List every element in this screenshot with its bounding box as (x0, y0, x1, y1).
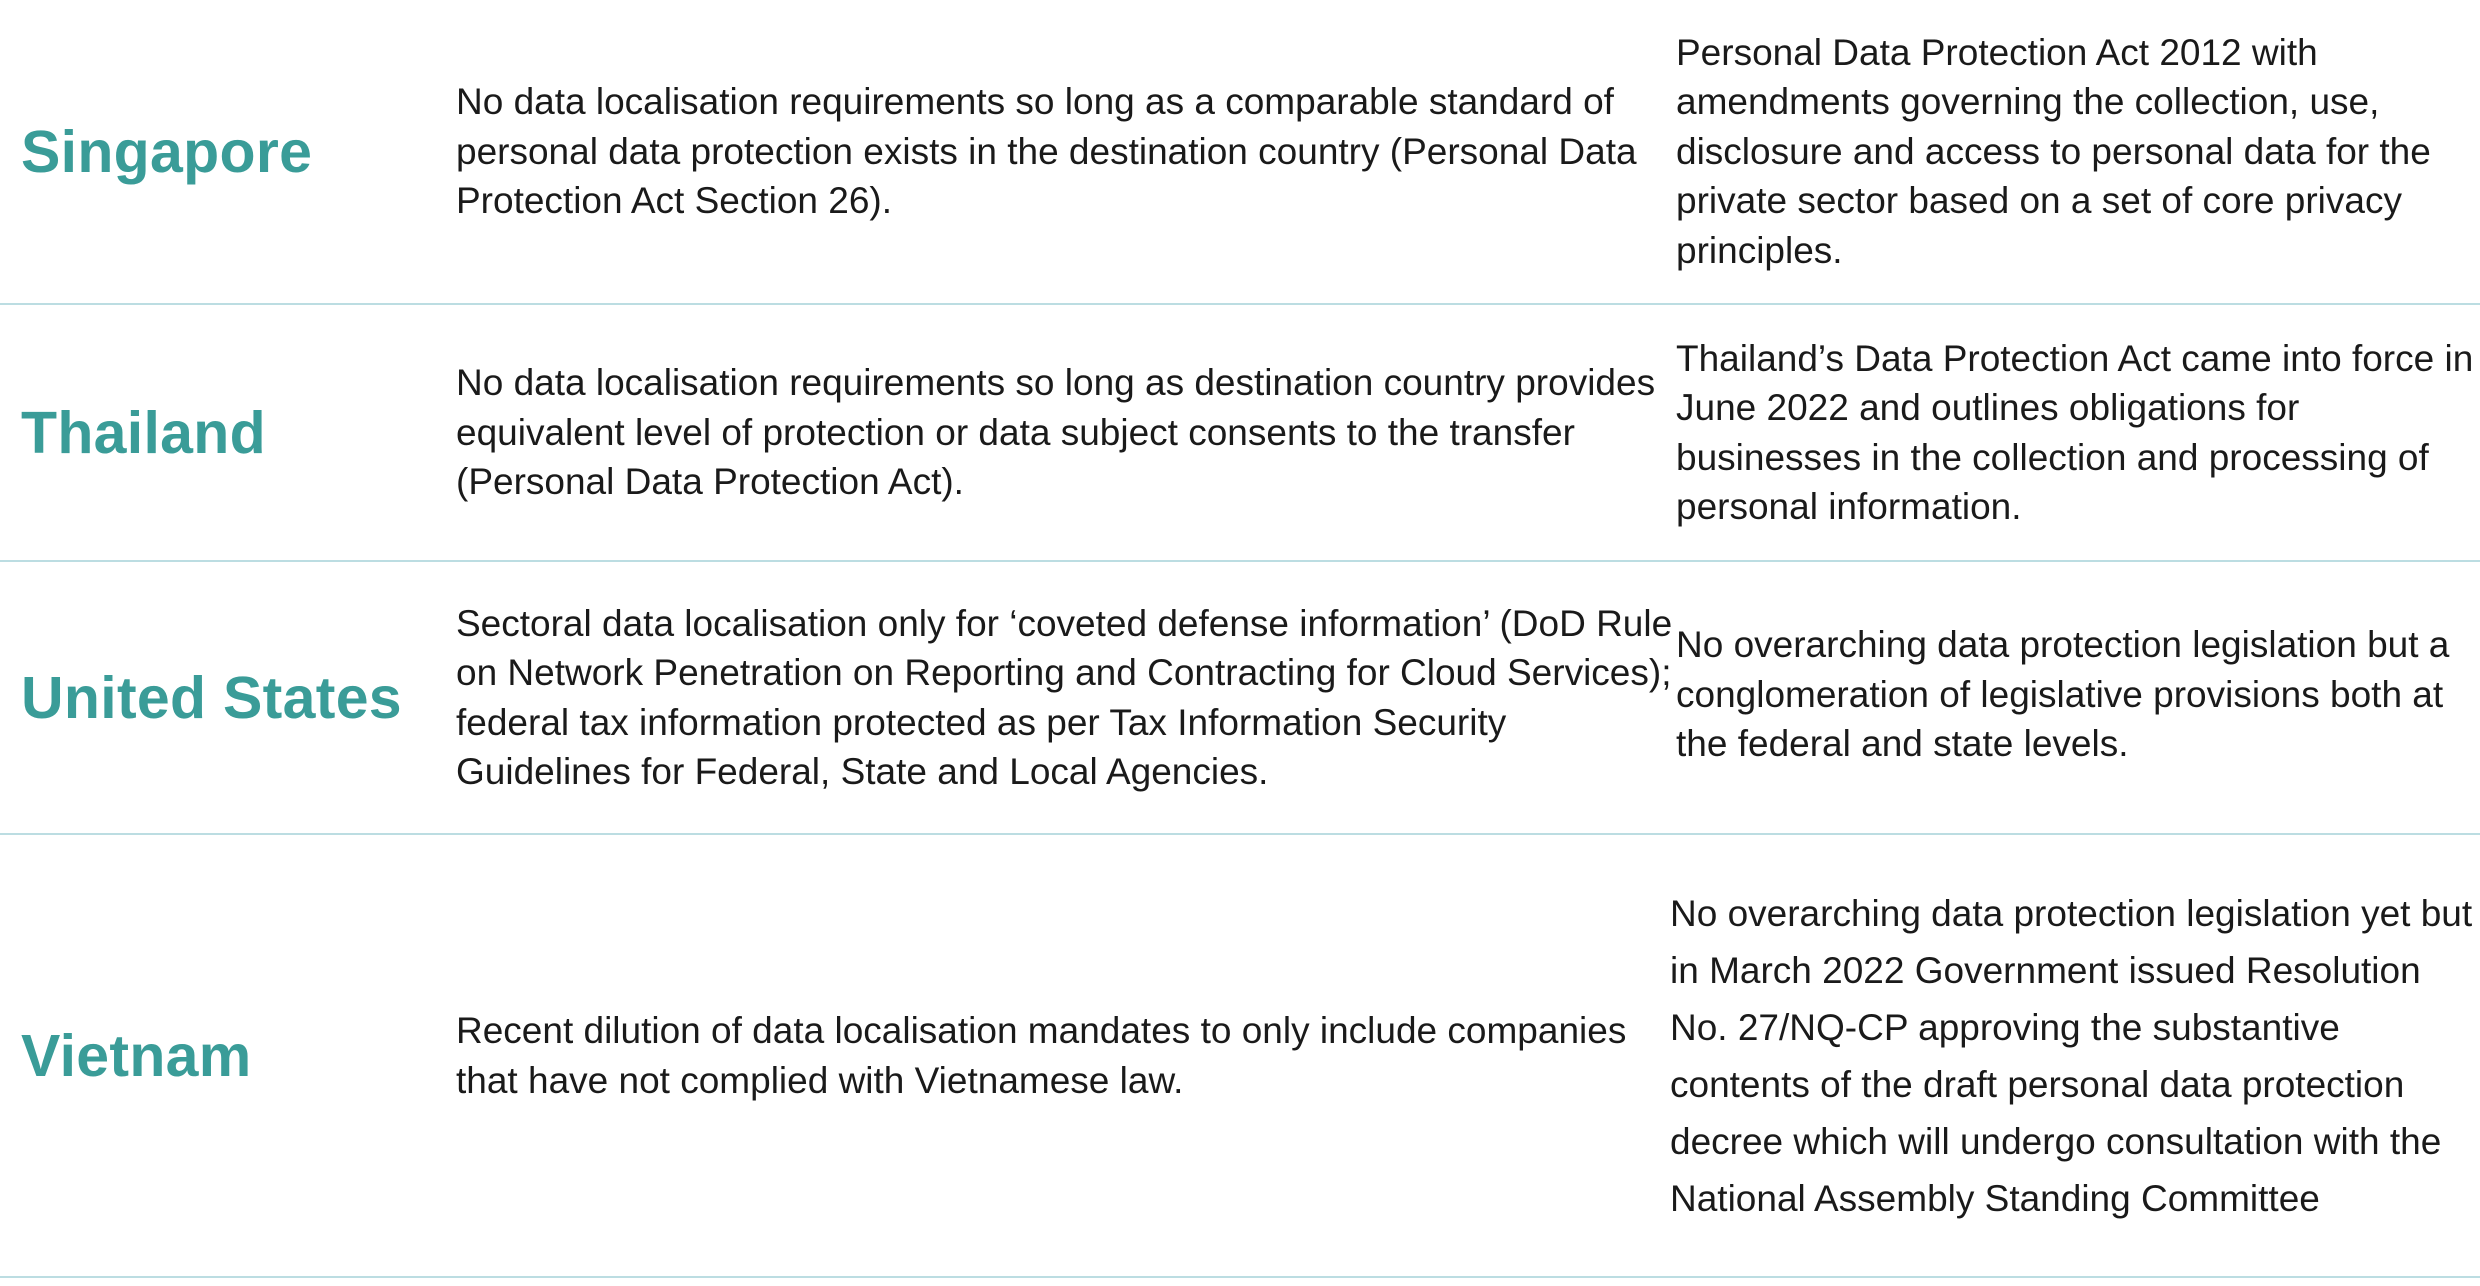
localisation-cell: No data localisation requirements so long as destination country provides equivalent level of protection or data subject consents to the transfer (Personal Data Protection Act). (456, 362, 1656, 503)
table-row (0, 0, 2480, 305)
table-row (0, 835, 2480, 1278)
country-label: United States (21, 664, 402, 731)
table-row (0, 305, 2480, 562)
localisation-cell: Recent dilution of data localisation mandates to only include companies that have not complied with Vietnamese law. (456, 1010, 1627, 1101)
legislation-cell: No overarching data protection legislation but a conglomeration of legislative provisions both at the federal and state levels. (1676, 624, 2450, 765)
legislation-cell: Thailand’s Data Protection Act came into force in June 2022 and outlines obligations for businesses in the collection and processing of personal information. (1676, 337, 2474, 527)
localisation-cell: Sectoral data localisation only for ‘coveted defense information’ (DoD Rule on Network Penetration on Reporting and Contracting for Cloud Services); federal tax information protected as per Tax Information Security Guidelines for Federal, State and Local Agencies. (456, 602, 1673, 792)
country-label: Thailand (21, 399, 266, 466)
table-row (0, 562, 2480, 835)
legislation-cell: No overarching data protection legislation yet but in March 2022 Government issued Resolution No. 27/NQ-CP approving the substantive contents of the draft personal data protection decree which will undergo consultation with the National Assembly Standing Committee (1670, 892, 2473, 1219)
country-label: Singapore (21, 118, 313, 185)
country-label: Vietnam (21, 1022, 252, 1089)
localisation-cell: No data localisation requirements so long as a comparable standard of personal data protection exists in the destination country (Personal Data Protection Act Section 26). (456, 81, 1637, 222)
legislation-cell: Personal Data Protection Act 2012 with amendments governing the collection, use, disclosure and access to personal data for the private sector based on a set of core privacy principles. (1676, 31, 2431, 271)
